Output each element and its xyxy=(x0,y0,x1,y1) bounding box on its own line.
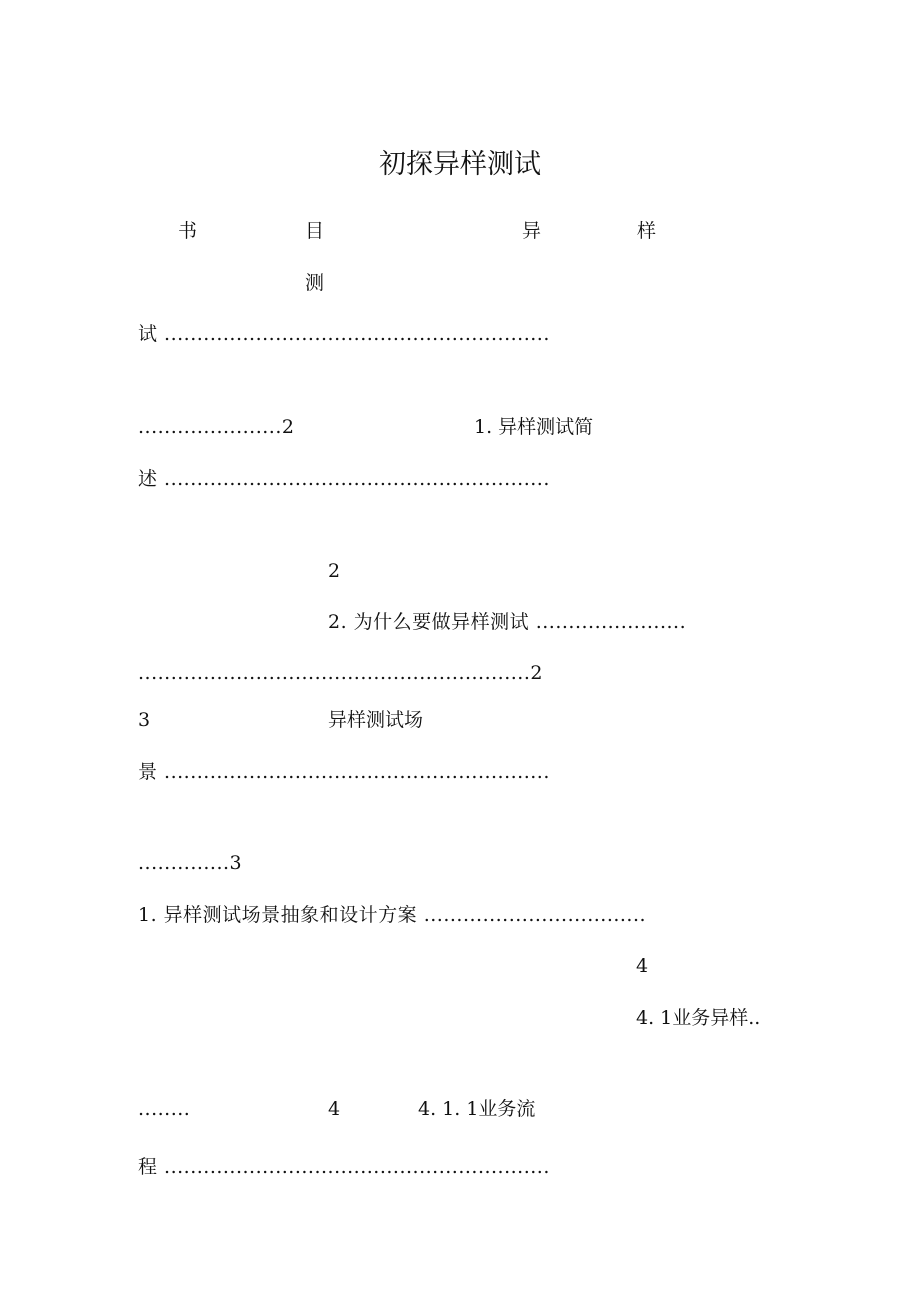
toc-leader-page: ............................................................2 xyxy=(138,662,543,684)
toc-entry-3: 异样测试场 xyxy=(328,709,424,731)
toc-entry-4-1: 4. 1业务异样.. xyxy=(636,1007,761,1029)
toc-leader-page: ..............3 xyxy=(138,852,243,874)
toc-heading-char-yang: 样 xyxy=(637,220,657,242)
document-title: 初探异样测试 xyxy=(379,149,541,180)
toc-entry-2: 2. 为什么要做异样测试 ....................... xyxy=(328,611,687,633)
toc-leader-page: ......................2 xyxy=(138,416,295,438)
toc-page-number: 4 xyxy=(636,955,649,977)
toc-heading-char-yi: 异 xyxy=(522,220,542,242)
toc-line: 程 ........................................................... xyxy=(138,1156,550,1178)
toc-entry-1: 1. 异样测试简 xyxy=(474,416,594,438)
toc-heading-char-shu: 书 xyxy=(178,220,198,242)
toc-leader: ........ xyxy=(138,1098,191,1120)
toc-heading-char-ce: 测 xyxy=(305,272,325,294)
toc-line: 试 ........................................................... xyxy=(138,323,550,345)
toc-entry-4: 1. 异样测试场景抽象和设计方案 .................................. xyxy=(138,904,647,926)
toc-heading-char-mu: 目 xyxy=(305,220,325,242)
toc-page-number: 4 xyxy=(328,1098,341,1120)
toc-entry-number: 3 xyxy=(138,709,151,731)
toc-line: 述 ........................................................... xyxy=(138,468,550,490)
toc-line: 景 ........................................................... xyxy=(138,761,550,783)
toc-entry-4-1-1: 4. 1. 1业务流 xyxy=(418,1098,536,1120)
toc-page-number: 2 xyxy=(328,560,341,582)
